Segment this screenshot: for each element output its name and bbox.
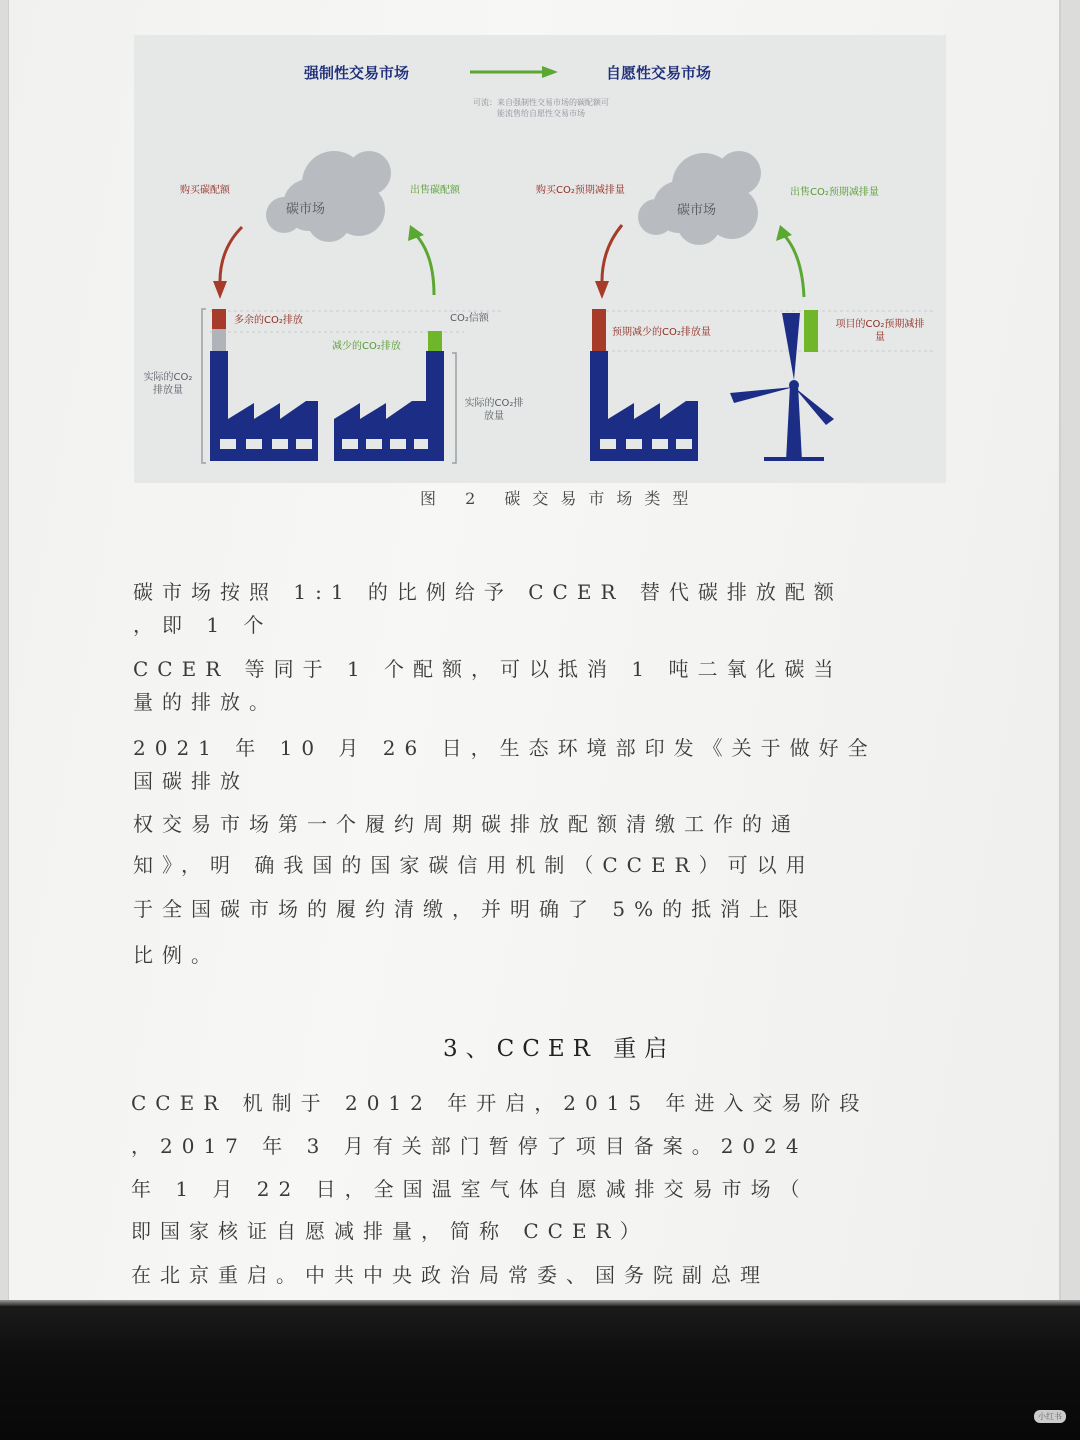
paragraph-line: 碳市场按照 1:1 的比例给予 CCER 替代碳排放配额 — [133, 580, 843, 604]
paragraph-line: CCER 等同于 1 个配额，可以抵消 1 吨二氧化碳当 — [133, 657, 843, 681]
paragraph-line: 年 1 月 22 日，全国温室气体自愿减排交易市场（ — [131, 1177, 809, 1201]
cloud-label-right: 碳市场 — [677, 203, 717, 218]
wind-turbine-icon — [730, 310, 834, 461]
figure-caption: 图 2 碳交易市场类型 — [420, 489, 701, 508]
paragraph-line: 国碳排放 — [133, 769, 249, 793]
paragraph-line: 量的排放。 — [133, 690, 278, 714]
cloud-label-left: 碳市场 — [286, 202, 326, 217]
expected-reduction-label: 预期减少的CO₂排放量 — [612, 327, 711, 338]
paragraph-line: CCER 机制于 2012 年开启，2015 年进入交易阶段 — [131, 1091, 869, 1115]
sell-allowance-label: 出售碳配额 — [410, 185, 460, 196]
paragraph-line: ，2017 年 3 月有关部门暂停了项目备案。2024 — [131, 1134, 808, 1158]
monitor-bezel — [0, 1300, 1080, 1440]
project-reduction-label: 项目的CO₂预期减排量 — [835, 319, 925, 343]
sell-co2-label: 出售CO₂预期减排量 — [790, 187, 879, 198]
carbon-market-figure — [134, 35, 946, 483]
paragraph-line: 于全国碳市场的履约清缴，并明确了 5%的抵消上限 — [133, 897, 808, 921]
co2-credit-label: CO₂信额 — [450, 313, 489, 324]
actual-emission-right-label: 实际的CO₂排放量 — [464, 398, 524, 422]
reduced-co2-label: 减少的CO₂排放 — [332, 341, 401, 352]
watermark: 小红书 — [1034, 1410, 1066, 1423]
buy-co2-label: 购买CO₂预期减排量 — [536, 185, 625, 196]
voluntary-market-title: 自愿性交易市场 — [606, 64, 712, 82]
paragraph-line: 在北京重启。中共中央政治局常委、国务院副总理 — [131, 1263, 769, 1287]
cloud-icon-left — [266, 151, 391, 242]
paragraph-line: ，即 1 个 — [133, 613, 273, 637]
section-heading: 3、CCER 重启 — [443, 1036, 676, 1062]
figure-subtitle-line: 能流售给自愿性交易市场 — [497, 109, 585, 118]
excess-co2-label: 多余的CO₂排放 — [234, 315, 303, 326]
paragraph-line: 即国家核证自愿减排量，简称 CCER） — [131, 1219, 649, 1243]
actual-emission-left-label: 实际的CO₂排放量 — [143, 372, 193, 396]
buy-allowance-label: 购买碳配额 — [180, 185, 230, 196]
mandatory-market-title: 强制性交易市场 — [304, 64, 410, 82]
figure-subtitle-line: 可流：来自强制性交易市场的碳配额可 — [473, 98, 609, 107]
figure-subtitle — [416, 97, 666, 119]
paragraph-line: 权交易市场第一个履约周期碳排放配额清缴工作的通 — [133, 812, 800, 836]
paragraph-line: 比例。 — [133, 943, 220, 967]
cloud-icon-right — [638, 151, 761, 245]
paragraph-line: 知》，明 确我国的国家碳信用机制（CCER）可以用 — [133, 853, 815, 877]
paragraph-line: 2021 年 10 月 26 日，生态环境部印发《关于做好全 — [133, 736, 877, 760]
